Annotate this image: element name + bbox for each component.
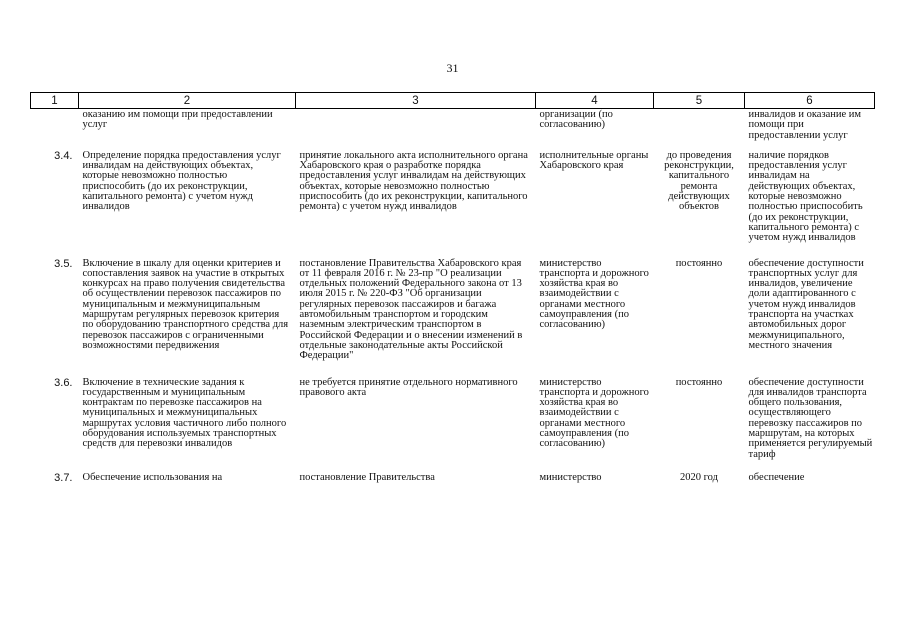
table-row [31,259,875,378]
cell-deadline: постоянно [675,257,723,269]
column-header-6: 6 [745,93,875,109]
cell-num: 3.4. [54,149,73,162]
cell-measure: оказанию им помощи при предоставлении услуг [82,109,273,131]
cell-result: обеспечение [748,471,805,483]
cell-executor: организации (по согласованию) [539,109,613,131]
cell-measure: Включение в технические задания к государственным и муниципальным контрактам по перевозке пассажиров на муниципальных и межмуниципальных маршрутах условия частичного либо полного оборудования используемых транспортных средств для перевозки инвалидов [82,376,287,450]
table-row [31,473,875,483]
cell-act: принятие локального акта исполнительного органа Хабаровского края о разработке порядка предоставления услуг инвалидам на действующих объектах, которые невозможно полностью приспособить (до их реконструкции, капитального ремонта) с учетом нужд инвалидов [299,149,528,213]
cell-result: инвалидов и оказание им помощи при предоставлении услуг [748,109,862,141]
cell-act: не требуется принятие отдельного нормативного правового акта [299,376,518,398]
measures-table [30,92,875,483]
cell-act: постановление Правительства [299,471,435,483]
cell-act: постановление Правительства Хабаровского края от 11 февраля 2016 г. № 23-пр "О реализации отдельных положений Федерального закона от 13 июля 2015 г. № 220-ФЗ "Об организации регулярных перевозок пассажиров и багажа автомобильным транспортом и городским наземным электрическим транспортом в Российской Федерации и о внесении изменений в отдельные законодательные акты Российской Федерации" [299,257,523,362]
cell-act [296,109,536,151]
cell-executor: министерство [539,471,602,483]
cell-executor: исполнительные органы Хабаровского края [539,149,649,172]
cell-deadline [654,109,745,151]
cell-measure: Включение в шкалу для оценки критериев и сопоставления заявок на участие в открытых конкурсах на право получения свидетельства об осуществлении перевозок пассажиров по муниципальным и межмуниципальным маршрутам регулярных перевозок критерия по оборудованию транспортного средства для перевозок пассажиров с ограниченными возможностями передвижения [82,257,289,351]
table-header-row [31,93,875,109]
cell-num [31,109,79,151]
column-header-1: 1 [31,93,79,109]
cell-deadline: до проведения реконструкции, капитального ремонта действующих объектов [664,149,734,213]
column-header-2: 2 [79,93,296,109]
cell-executor: министерство транспорта и дорожного хозяйства края во взаимодействии с органами местного самоуправления (по согласованию) [539,257,649,331]
cell-measure: Определение порядка предоставления услуг инвалидам на действующих объектах, которые невозможно полностью приспособить (до их реконструкции, капитального ремонта) с учетом нужд инвалидов [82,149,281,213]
cell-deadline: 2020 год [680,471,718,483]
cell-result: наличие порядков предоставления услуг инвалидам на действующих объектах, которые невозможно полностью приспособить (до их реконструкции, капитального ремонта) с учетом нужд инвалидов [748,149,863,244]
column-header-4: 4 [536,93,654,109]
cell-result: обеспечение доступности транспортных услуг для инвалидов, увеличение доли адаптированного с учетом нужд инвалидов транспорта на участках автомобильных дорог межмуниципального, местного значения [748,257,864,351]
cell-result: обеспечение доступности для инвалидов транспорта общего пользования, осуществляющего перевозку пассажиров по маршрутам, на которых применяется регулируемый тариф [748,376,873,460]
cell-measure: Обеспечение использования на [82,471,223,483]
cell-num: 3.7. [54,471,73,484]
column-header-3: 3 [296,93,536,109]
table-row-continuation [31,109,875,151]
page-number: 31 [446,61,459,75]
column-header-5: 5 [654,93,745,109]
table-row [31,151,875,259]
cell-deadline: постоянно [675,376,723,388]
cell-num: 3.5. [54,257,73,270]
table-row [31,378,875,473]
cell-num: 3.6. [54,376,73,389]
cell-executor: министерство транспорта и дорожного хозяйства края во взаимодействии с органами местного самоуправления (по согласованию) [539,376,649,450]
